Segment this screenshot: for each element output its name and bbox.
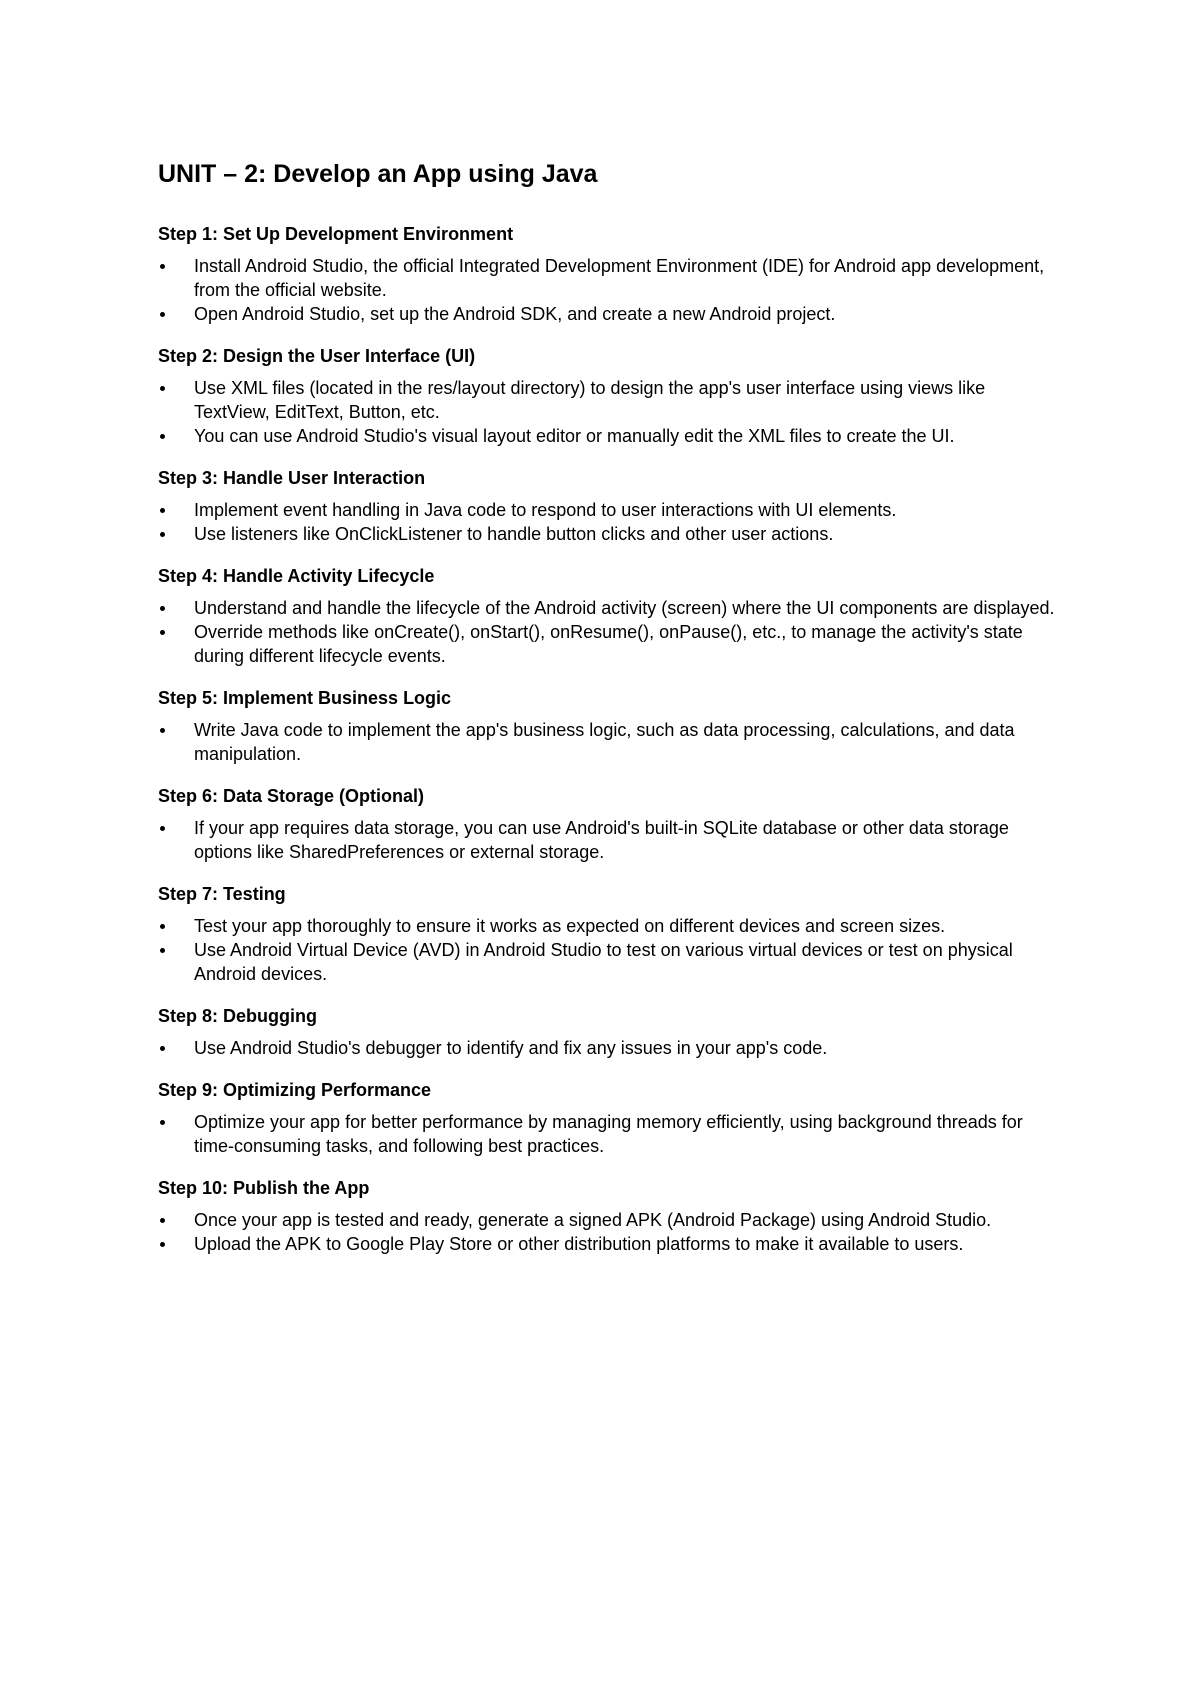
step-section-2 (158, 344, 1058, 448)
bullet-item (158, 816, 1058, 864)
step-heading: Step 10: Publish the App (158, 1178, 370, 1198)
bullet-text: Write Java code to implement the app's business logic, such as data processing, calculations, and data manipulation. (194, 720, 1015, 764)
step-section-9 (158, 1078, 1058, 1158)
bullet-icon (160, 434, 165, 439)
bullet-item (158, 424, 1058, 448)
bullet-icon (160, 264, 165, 269)
bullet-item (158, 302, 1058, 326)
bullet-item (158, 938, 1058, 986)
bullet-list (158, 376, 1058, 448)
bullet-list (158, 1110, 1058, 1158)
step-heading: Step 7: Testing (158, 884, 286, 904)
bullet-icon (160, 386, 165, 391)
bullet-text: Install Android Studio, the official Integrated Development Environment (IDE) for Android app development, from the official website. (194, 256, 1045, 300)
bullet-text: Override methods like onCreate(), onStart(), onResume(), onPause(), etc., to manage the activity's state during different lifecycle events. (194, 622, 1023, 666)
step-section-10 (158, 1176, 1058, 1256)
bullet-text: Open Android Studio, set up the Android SDK, and create a new Android project. (194, 304, 836, 324)
document-page (158, 158, 1058, 1274)
step-section-5 (158, 686, 1058, 766)
bullet-text: Use XML files (located in the res/layout directory) to design the app's user interface using views like TextView, EditText, Button, etc. (194, 378, 986, 422)
bullet-text: Use listeners like OnClickListener to handle button clicks and other user actions. (194, 524, 834, 544)
bullet-icon (160, 1046, 165, 1051)
bullet-icon (160, 630, 165, 635)
bullet-icon (160, 826, 165, 831)
bullet-list (158, 254, 1058, 326)
bullet-text: If your app requires data storage, you can use Android's built-in SQLite database or other data storage options like SharedPreferences or external storage. (194, 818, 1009, 862)
bullet-text: Once your app is tested and ready, generate a signed APK (Android Package) using Android Studio. (194, 1210, 992, 1230)
bullet-item (158, 1232, 1058, 1256)
step-heading: Step 5: Implement Business Logic (158, 688, 452, 708)
bullet-icon (160, 532, 165, 537)
document-title: UNIT – 2: Develop an App using Java (158, 160, 598, 188)
bullet-text: Implement event handling in Java code to respond to user interactions with UI elements. (194, 500, 897, 520)
step-heading: Step 1: Set Up Development Environment (158, 224, 514, 244)
bullet-item (158, 498, 1058, 522)
bullet-text: Optimize your app for better performance by managing memory efficiently, using background threads for time-consuming tasks, and following best practices. (194, 1112, 1023, 1156)
bullet-item (158, 376, 1058, 424)
bullet-item (158, 914, 1058, 938)
bullet-icon (160, 312, 165, 317)
bullet-item (158, 718, 1058, 766)
bullet-text: You can use Android Studio's visual layout editor or manually edit the XML files to create the UI. (194, 426, 955, 446)
bullet-item (158, 1110, 1058, 1158)
bullet-list (158, 816, 1058, 864)
bullet-item (158, 254, 1058, 302)
bullet-item (158, 620, 1058, 668)
bullet-text: Understand and handle the lifecycle of the Android activity (screen) where the UI components are displayed. (194, 598, 1055, 618)
bullet-icon (160, 1242, 165, 1247)
step-heading: Step 6: Data Storage (Optional) (158, 786, 425, 806)
bullet-item (158, 1036, 1058, 1060)
bullet-item (158, 1208, 1058, 1232)
bullet-text: Test your app thoroughly to ensure it works as expected on different devices and screen sizes. (194, 916, 946, 936)
step-section-4 (158, 564, 1058, 668)
step-section-8 (158, 1004, 1058, 1060)
bullet-icon (160, 924, 165, 929)
bullet-list (158, 1036, 1058, 1060)
step-heading: Step 8: Debugging (158, 1006, 317, 1026)
step-heading: Step 3: Handle User Interaction (158, 468, 426, 488)
bullet-item (158, 522, 1058, 546)
bullet-icon (160, 948, 165, 953)
step-section-1 (158, 222, 1058, 326)
bullet-list (158, 596, 1058, 668)
bullet-icon (160, 606, 165, 611)
bullet-icon (160, 508, 165, 513)
step-section-7 (158, 882, 1058, 986)
bullet-list (158, 498, 1058, 546)
step-section-6 (158, 784, 1058, 864)
bullet-list (158, 914, 1058, 986)
step-heading: Step 2: Design the User Interface (UI) (158, 346, 476, 366)
bullet-text: Use Android Virtual Device (AVD) in Android Studio to test on various virtual devices or test on physical Android devices. (194, 940, 1013, 984)
bullet-list (158, 718, 1058, 766)
bullet-text: Use Android Studio's debugger to identify and fix any issues in your app's code. (194, 1038, 828, 1058)
bullet-icon (160, 728, 165, 733)
step-section-3 (158, 466, 1058, 546)
step-heading: Step 9: Optimizing Performance (158, 1080, 432, 1100)
step-heading: Step 4: Handle Activity Lifecycle (158, 566, 435, 586)
bullet-text: Upload the APK to Google Play Store or other distribution platforms to make it available to users. (194, 1234, 964, 1254)
bullet-icon (160, 1218, 165, 1223)
bullet-icon (160, 1120, 165, 1125)
bullet-item (158, 596, 1058, 620)
bullet-list (158, 1208, 1058, 1256)
